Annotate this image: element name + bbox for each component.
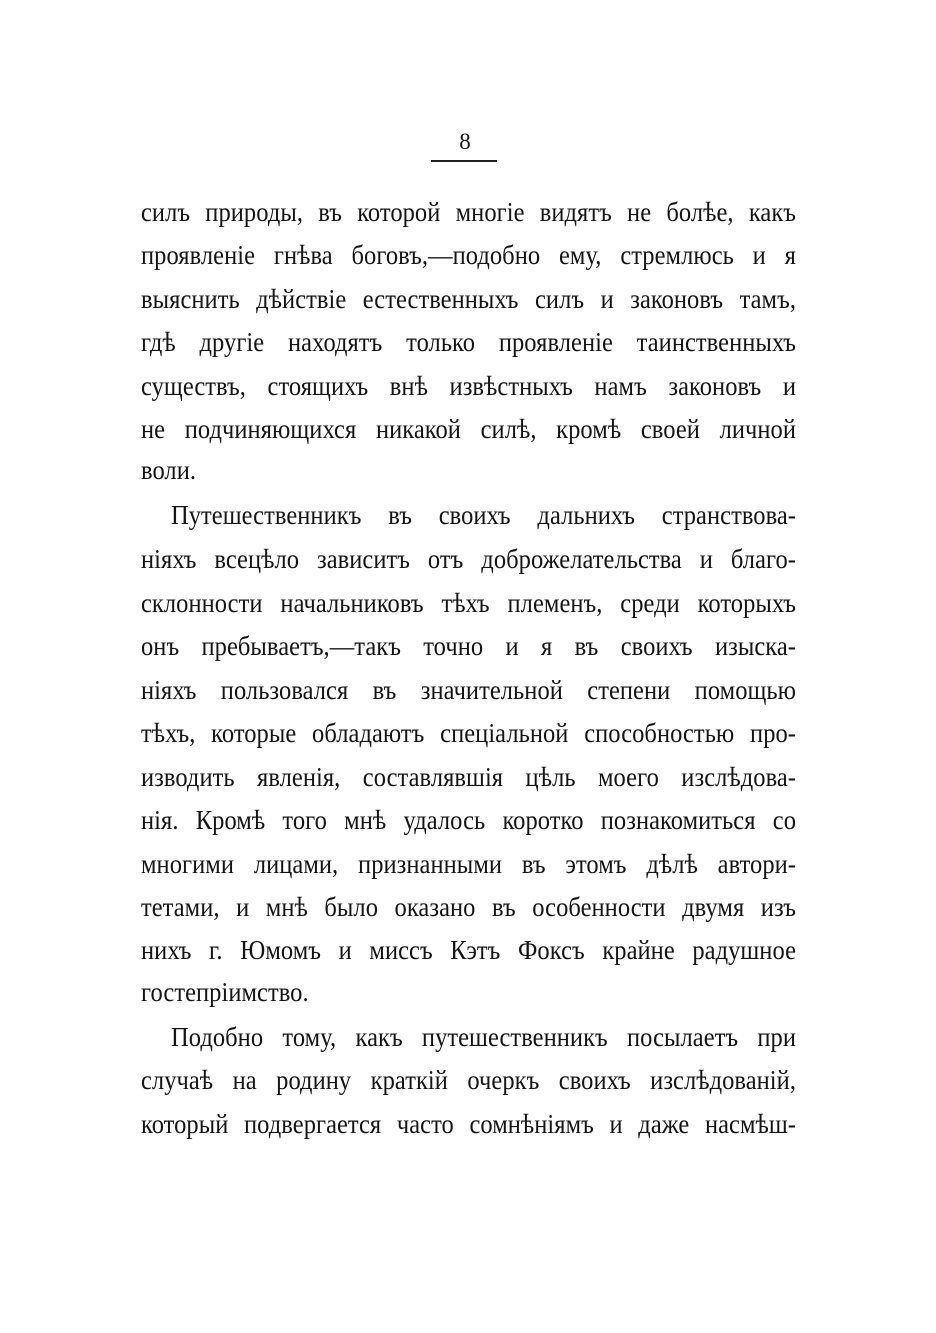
text-line: который подвергается часто сомнѣніямъ и даже насмѣш- <box>141 1109 796 1140</box>
text-line: тетами, и мнѣ было оказано въ особенности двумя изъ <box>141 892 796 923</box>
text-line: силъ природы, въ которой многіе видятъ не болѣе, какъ <box>141 197 796 228</box>
text-line: проявленіе гнѣва боговъ,—подобно ему, стремлюсь и я <box>141 240 796 271</box>
text-line: выяснить дѣйствіе естественныхъ силъ и законовъ тамъ, <box>141 284 796 315</box>
text-line: гдѣ другіе находятъ только проявленіе таинственныхъ <box>141 327 796 358</box>
text-line: тѣхъ, которые обладаютъ спеціальной способностью про- <box>141 718 796 749</box>
text-line: онъ пребываетъ,—такъ точно и я въ своихъ изыска- <box>141 631 796 662</box>
text-line: склонности начальниковъ тѣхъ племенъ, среди которыхъ <box>141 588 796 619</box>
text-line: многими лицами, признанными въ этомъ дѣлѣ автори- <box>141 849 796 880</box>
text-line: нія. Кромѣ того мнѣ удалось коротко познакомиться со <box>141 805 796 836</box>
text-line: случаѣ на родину краткій очеркъ своихъ изслѣдованій, <box>141 1065 796 1096</box>
text-line: не подчиняющихся никакой силѣ, кромѣ своей личной <box>141 414 796 445</box>
text-line: нихъ г. Юмомъ и миссъ Кэтъ Фоксъ крайне радушное <box>141 935 796 966</box>
page-number-rule <box>431 160 497 162</box>
text-line: существъ, стоящихъ внѣ извѣстныхъ намъ законовъ и <box>141 371 796 402</box>
text-line: изводить явленія, составлявшія цѣль моего изслѣдова- <box>141 762 796 793</box>
text-line: гостепріимство. <box>141 977 309 1008</box>
text-line: ніяхъ всецѣло зависитъ отъ доброжелательства и благо- <box>141 544 796 575</box>
text-line: воли. <box>141 455 197 486</box>
text-line: Подобно тому, какъ путешественникъ посылаетъ при <box>171 1022 796 1053</box>
text-line: Путешественникъ въ своихъ дальнихъ странствова- <box>171 500 796 531</box>
text-line: ніяхъ пользовался въ значительной степени помощью <box>141 675 796 706</box>
page-number: 8 <box>459 129 471 154</box>
